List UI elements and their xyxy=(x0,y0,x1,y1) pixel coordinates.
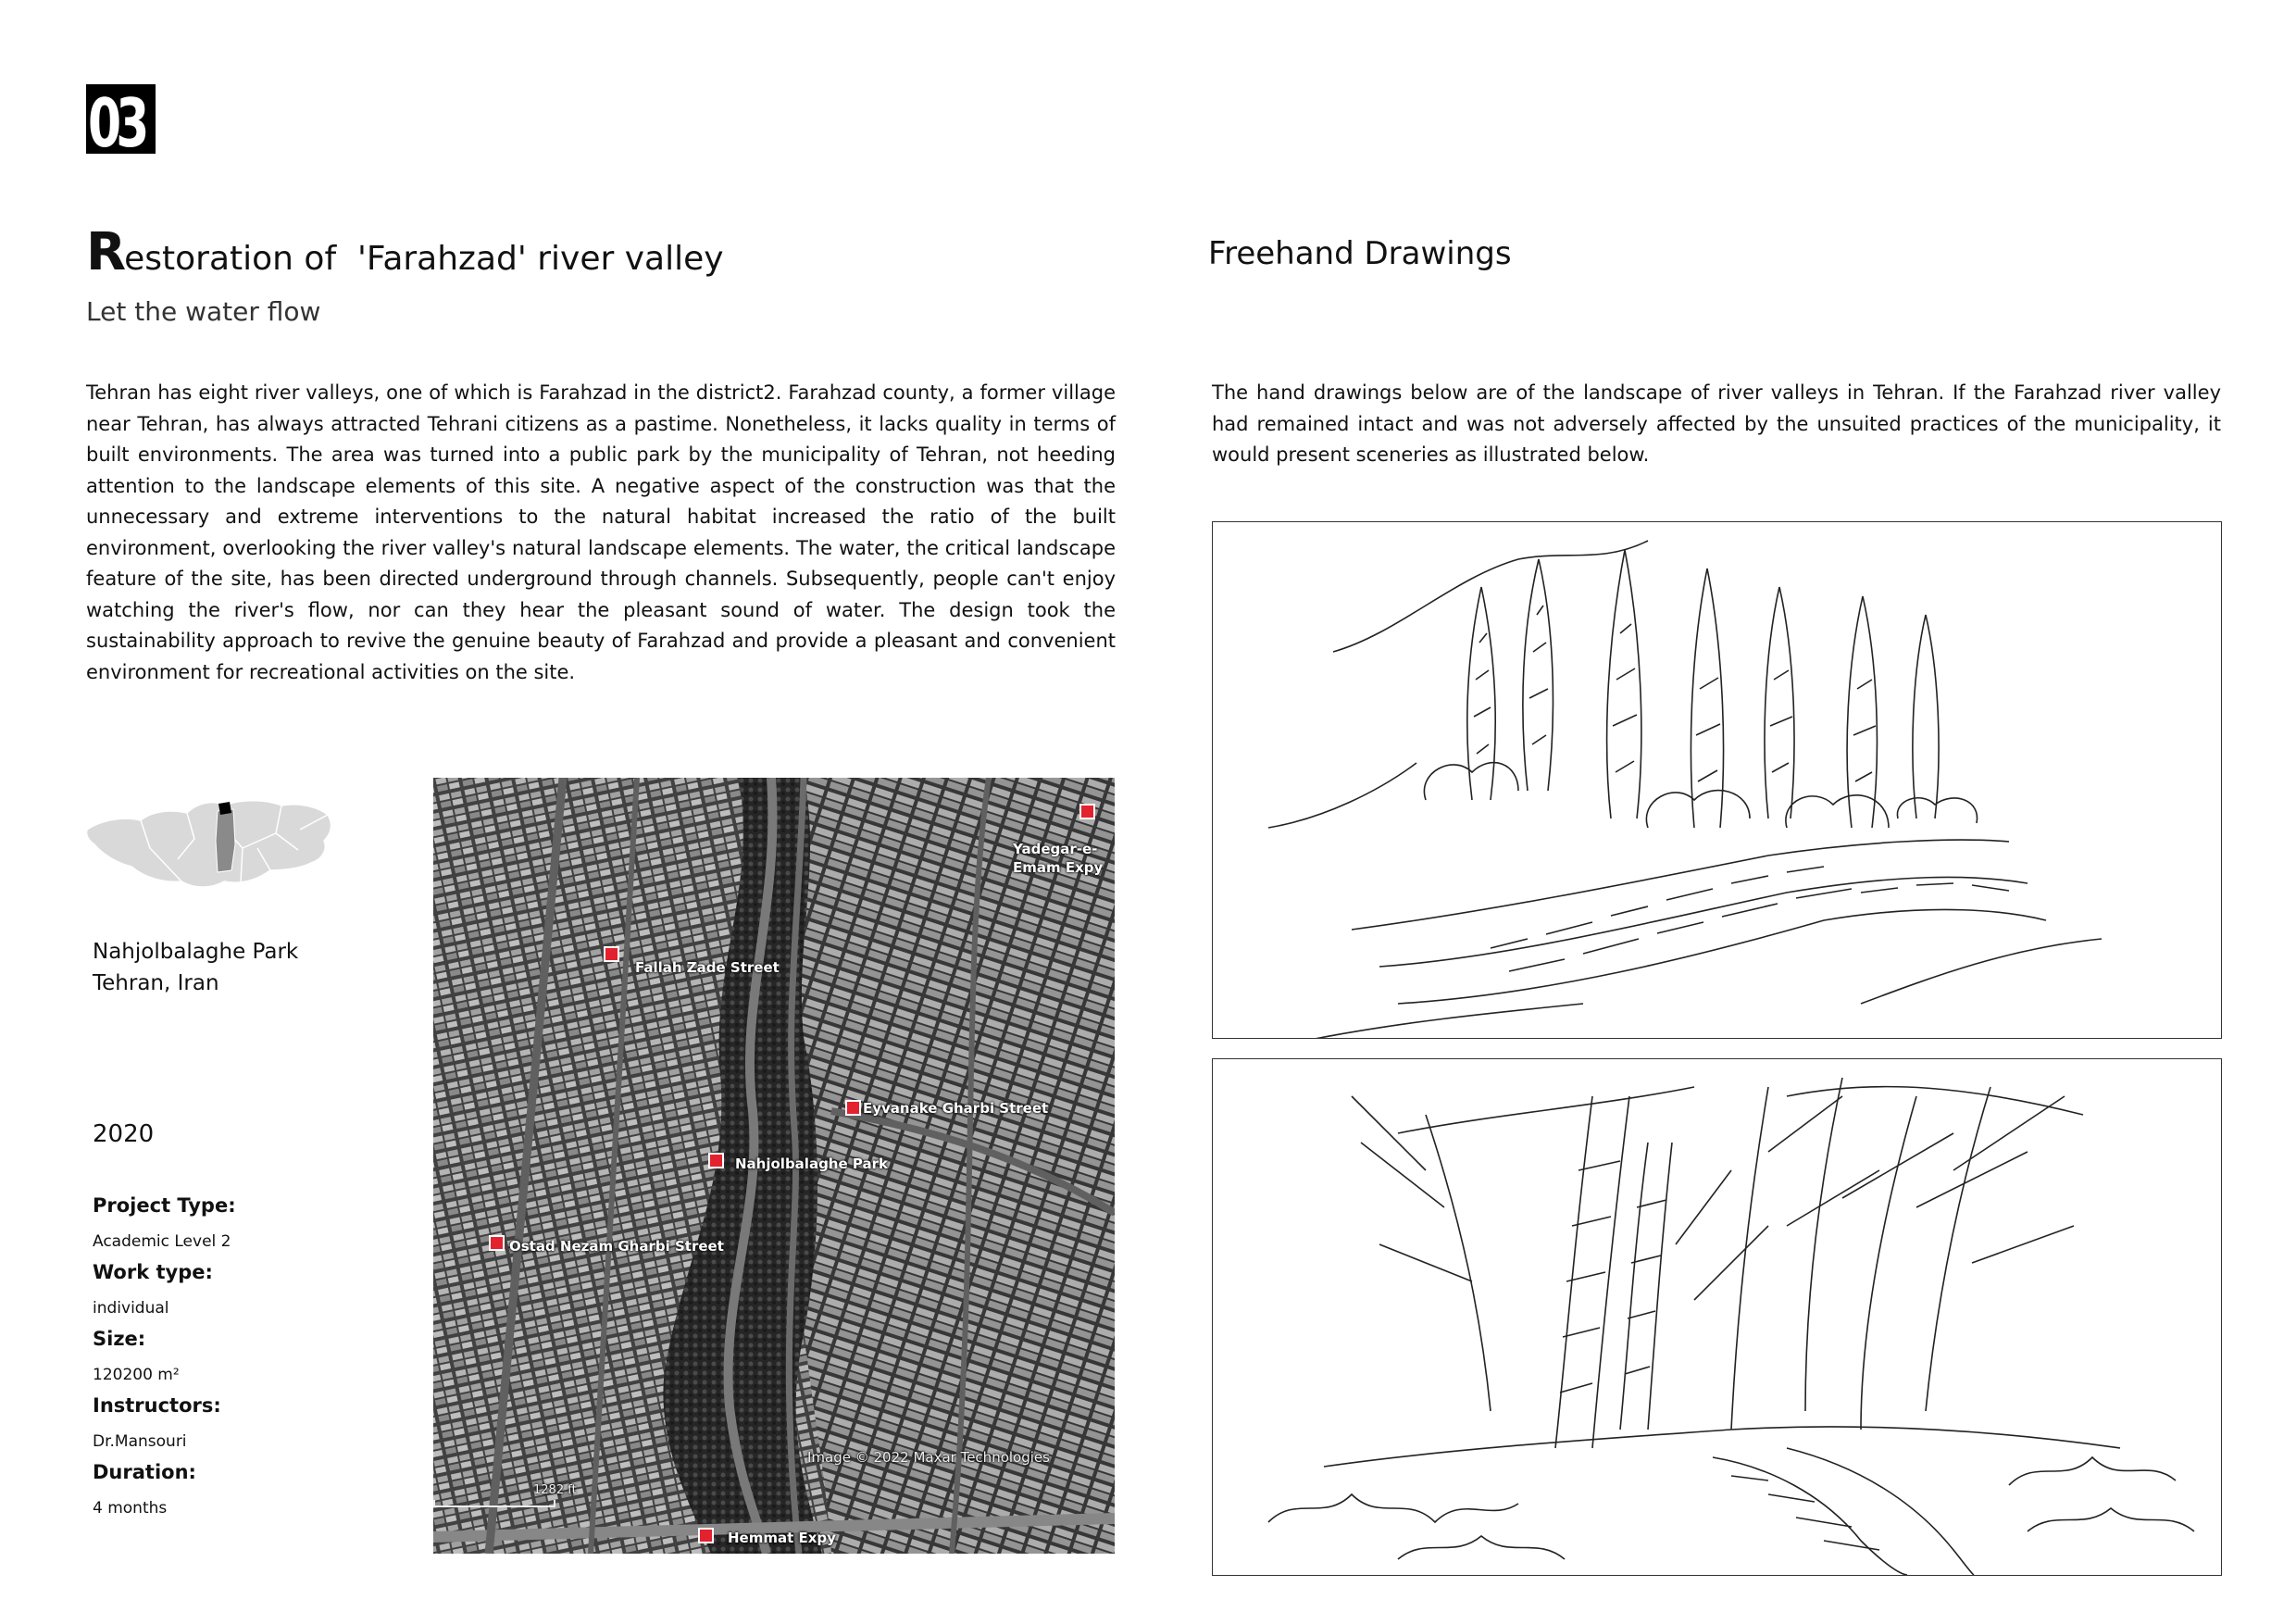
title-rest: estoration of 'Farahzad' river valley xyxy=(124,240,724,278)
work-type-value: individual xyxy=(93,1299,169,1318)
map-scale-label: 1282 ft xyxy=(533,1483,577,1497)
freehand-description: The hand drawings below are of the landscape of river valleys in Tehran. If the Farahzad river valley had remained intact and was not adversely affected by the unsuited practices of the municipality, it would present sceneries as illustrated below. xyxy=(1212,381,2221,466)
duration-value: 4 months xyxy=(93,1499,168,1518)
map-label-yadegar-2: Emam Expy xyxy=(1013,859,1104,876)
map-label-hemmat: Hemmat Expy xyxy=(728,1530,836,1546)
page-number: 03 xyxy=(88,84,144,154)
location-name: Nahjolbalaghe Park xyxy=(93,940,299,964)
instructors-value: Dr.Mansouri xyxy=(93,1432,187,1451)
map-credit: Image © 2022 Maxar Technologies xyxy=(807,1449,1050,1466)
duration-label: Duration: xyxy=(93,1461,196,1483)
map-label-yadegar: Yadegar-e- xyxy=(1013,841,1098,857)
project-type-value: Academic Level 2 xyxy=(93,1232,231,1251)
project-year: 2020 xyxy=(93,1120,155,1148)
project-description: Tehran has eight river valleys, one of which is Farahzad in the district2. Farahzad county, a former village near Tehran, has always attracted Tehrani citizens as a pastime. Nonetheless, it lacks quality in terms of built environments. The area was turned into a public park by the municipality of Tehran, not heeding attention to the landscape elements of this site. A negative aspect of the construction was that the unnecessary and extreme interventions to the natural habitat increased the ratio of the built environment, overlooking the river valley's natural landscape elements. The water, the critical landscape feature of the site, has been directed underground through channels. Subsequently, people can't enjoy watching the river's flow, nor can they hear the pleasant sound of water. The design took the sustainability approach to revive the genuine beauty of Farahzad and provide a pleasant and convenient environment for recreational activities on the site. xyxy=(86,381,1116,683)
map-label-nahjolbalaghe: Nahjolbalaghe Park xyxy=(735,1156,888,1172)
map-label-fallah: Fallah Zade Street xyxy=(635,959,780,976)
map-marker xyxy=(1079,804,1095,819)
map-label-ostad: Ostad Nezam Gharbi Street xyxy=(509,1238,724,1255)
freehand-heading: Freehand Drawings xyxy=(1208,235,1512,272)
project-title xyxy=(86,222,724,282)
size-value: 120200 m² xyxy=(93,1366,180,1384)
work-type-label: Work type: xyxy=(93,1261,213,1283)
satellite-site-map xyxy=(433,778,1115,1554)
instructors-label: Instructors: xyxy=(93,1394,221,1417)
title-initial: R xyxy=(86,222,125,282)
cypress-landscape-sketch xyxy=(1213,522,2221,1038)
tehran-locator-map xyxy=(85,793,335,894)
map-label-eyvanake: Eyvanake Gharbi Street xyxy=(863,1100,1049,1117)
freehand-drawing-1 xyxy=(1212,521,2222,1039)
map-marker xyxy=(845,1100,861,1116)
map-marker xyxy=(708,1153,724,1168)
project-type-label: Project Type: xyxy=(93,1194,236,1217)
location-city: Tehran, Iran xyxy=(93,971,219,995)
woodland-path-sketch xyxy=(1213,1059,2221,1575)
map-scale-bar xyxy=(433,1500,555,1507)
freehand-drawing-2 xyxy=(1212,1058,2222,1576)
project-subtitle: Let the water flow xyxy=(86,296,321,327)
map-marker xyxy=(604,946,619,962)
size-label: Size: xyxy=(93,1328,146,1350)
map-marker xyxy=(698,1528,714,1543)
map-marker xyxy=(489,1235,505,1251)
page-number-badge xyxy=(86,84,156,154)
